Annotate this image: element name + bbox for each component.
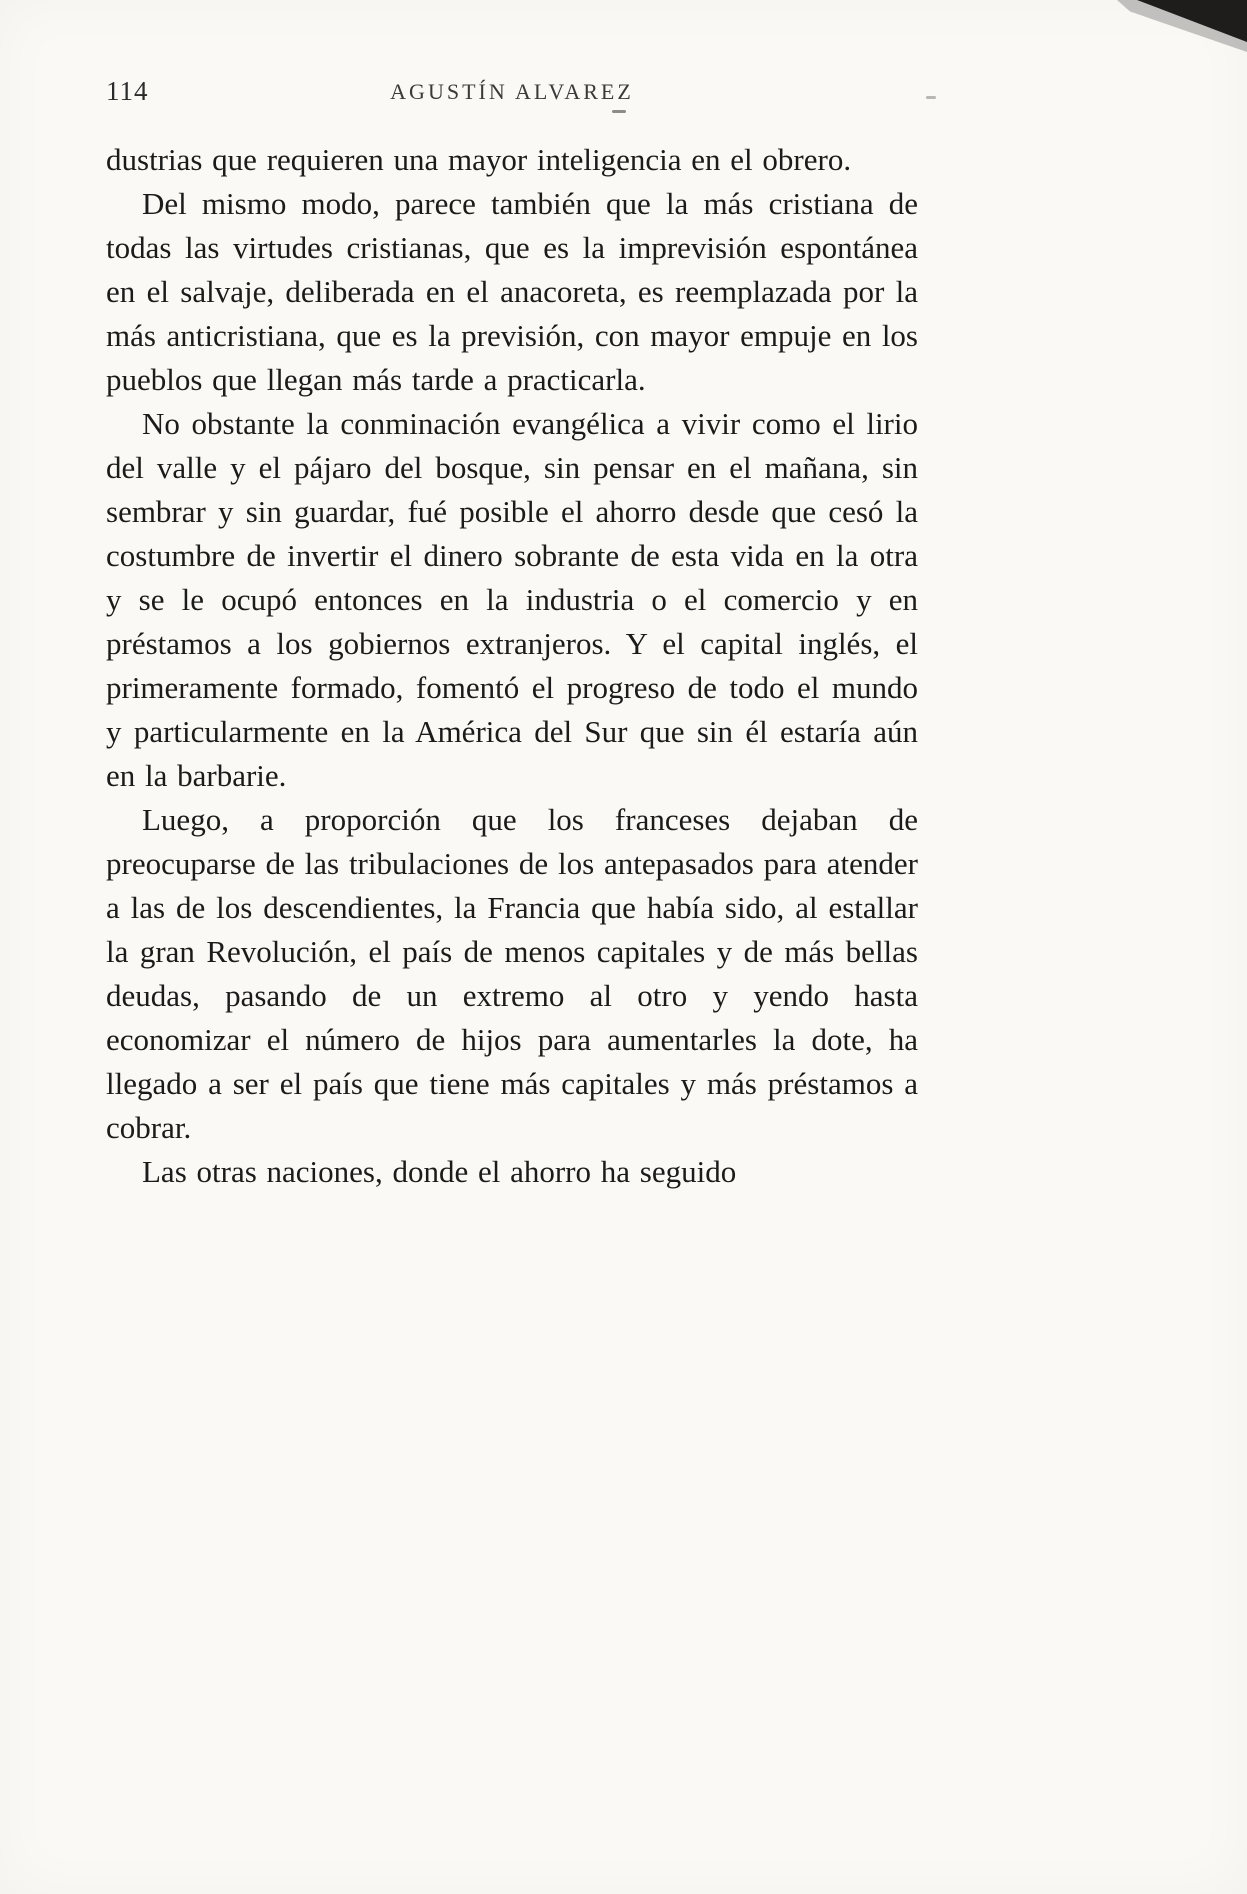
paragraph: Las otras naciones, donde el ahorro ha seguido: [142, 1154, 737, 1189]
scan-dash-artifact: [926, 96, 936, 99]
body-text: [106, 138, 918, 1194]
running-head: [106, 76, 918, 110]
paragraph: Del mismo modo, parece también que la más cristiana de todas las virtudes cristianas, que es la imprevisión espontánea en el salvaje, deliberada en el anacoreta, es reemplazada por la más anticristiana, que es la previsión, con mayor empuje en los pueblos que llegan más tarde a practicarla.: [106, 186, 918, 397]
page-number: 114: [106, 76, 149, 106]
running-title: AGUSTÍN ALVAREZ: [390, 79, 634, 104]
text-block: [106, 76, 918, 1194]
paragraph-continuation: dustrias que requieren una mayor inteligencia en el obrero.: [106, 142, 852, 177]
paragraph: No obstante la conminación evangélica a vivir como el lirio del valle y el pájaro del bosque, sin pensar en el mañana, sin sembrar y sin guardar, fué posible el ahorro desde que cesó la costumbre de invertir el dinero sobrante de esta vida en la otra y se le ocupó entonces en la industria o el comercio y en préstamos a los gobiernos extranjeros. Y el capital inglés, el primeramente formado, fomentó el progreso de todo el mundo y particularmente en la América del Sur que sin él estaría aún en la barbarie.: [106, 406, 918, 793]
paragraph: Luego, a proporción que los franceses dejaban de preocuparse de las tribulaciones de los antepasados para atender a las de los descendientes, la Francia que había sido, al estallar la gran Revolución, el país de menos capitales y de más bellas deudas, pasando de un extremo al otro y yendo hasta economizar el número de hijos para aumentarles la dote, ha llegado a ser el país que tiene más capitales y más préstamos a cobrar.: [106, 802, 918, 1145]
